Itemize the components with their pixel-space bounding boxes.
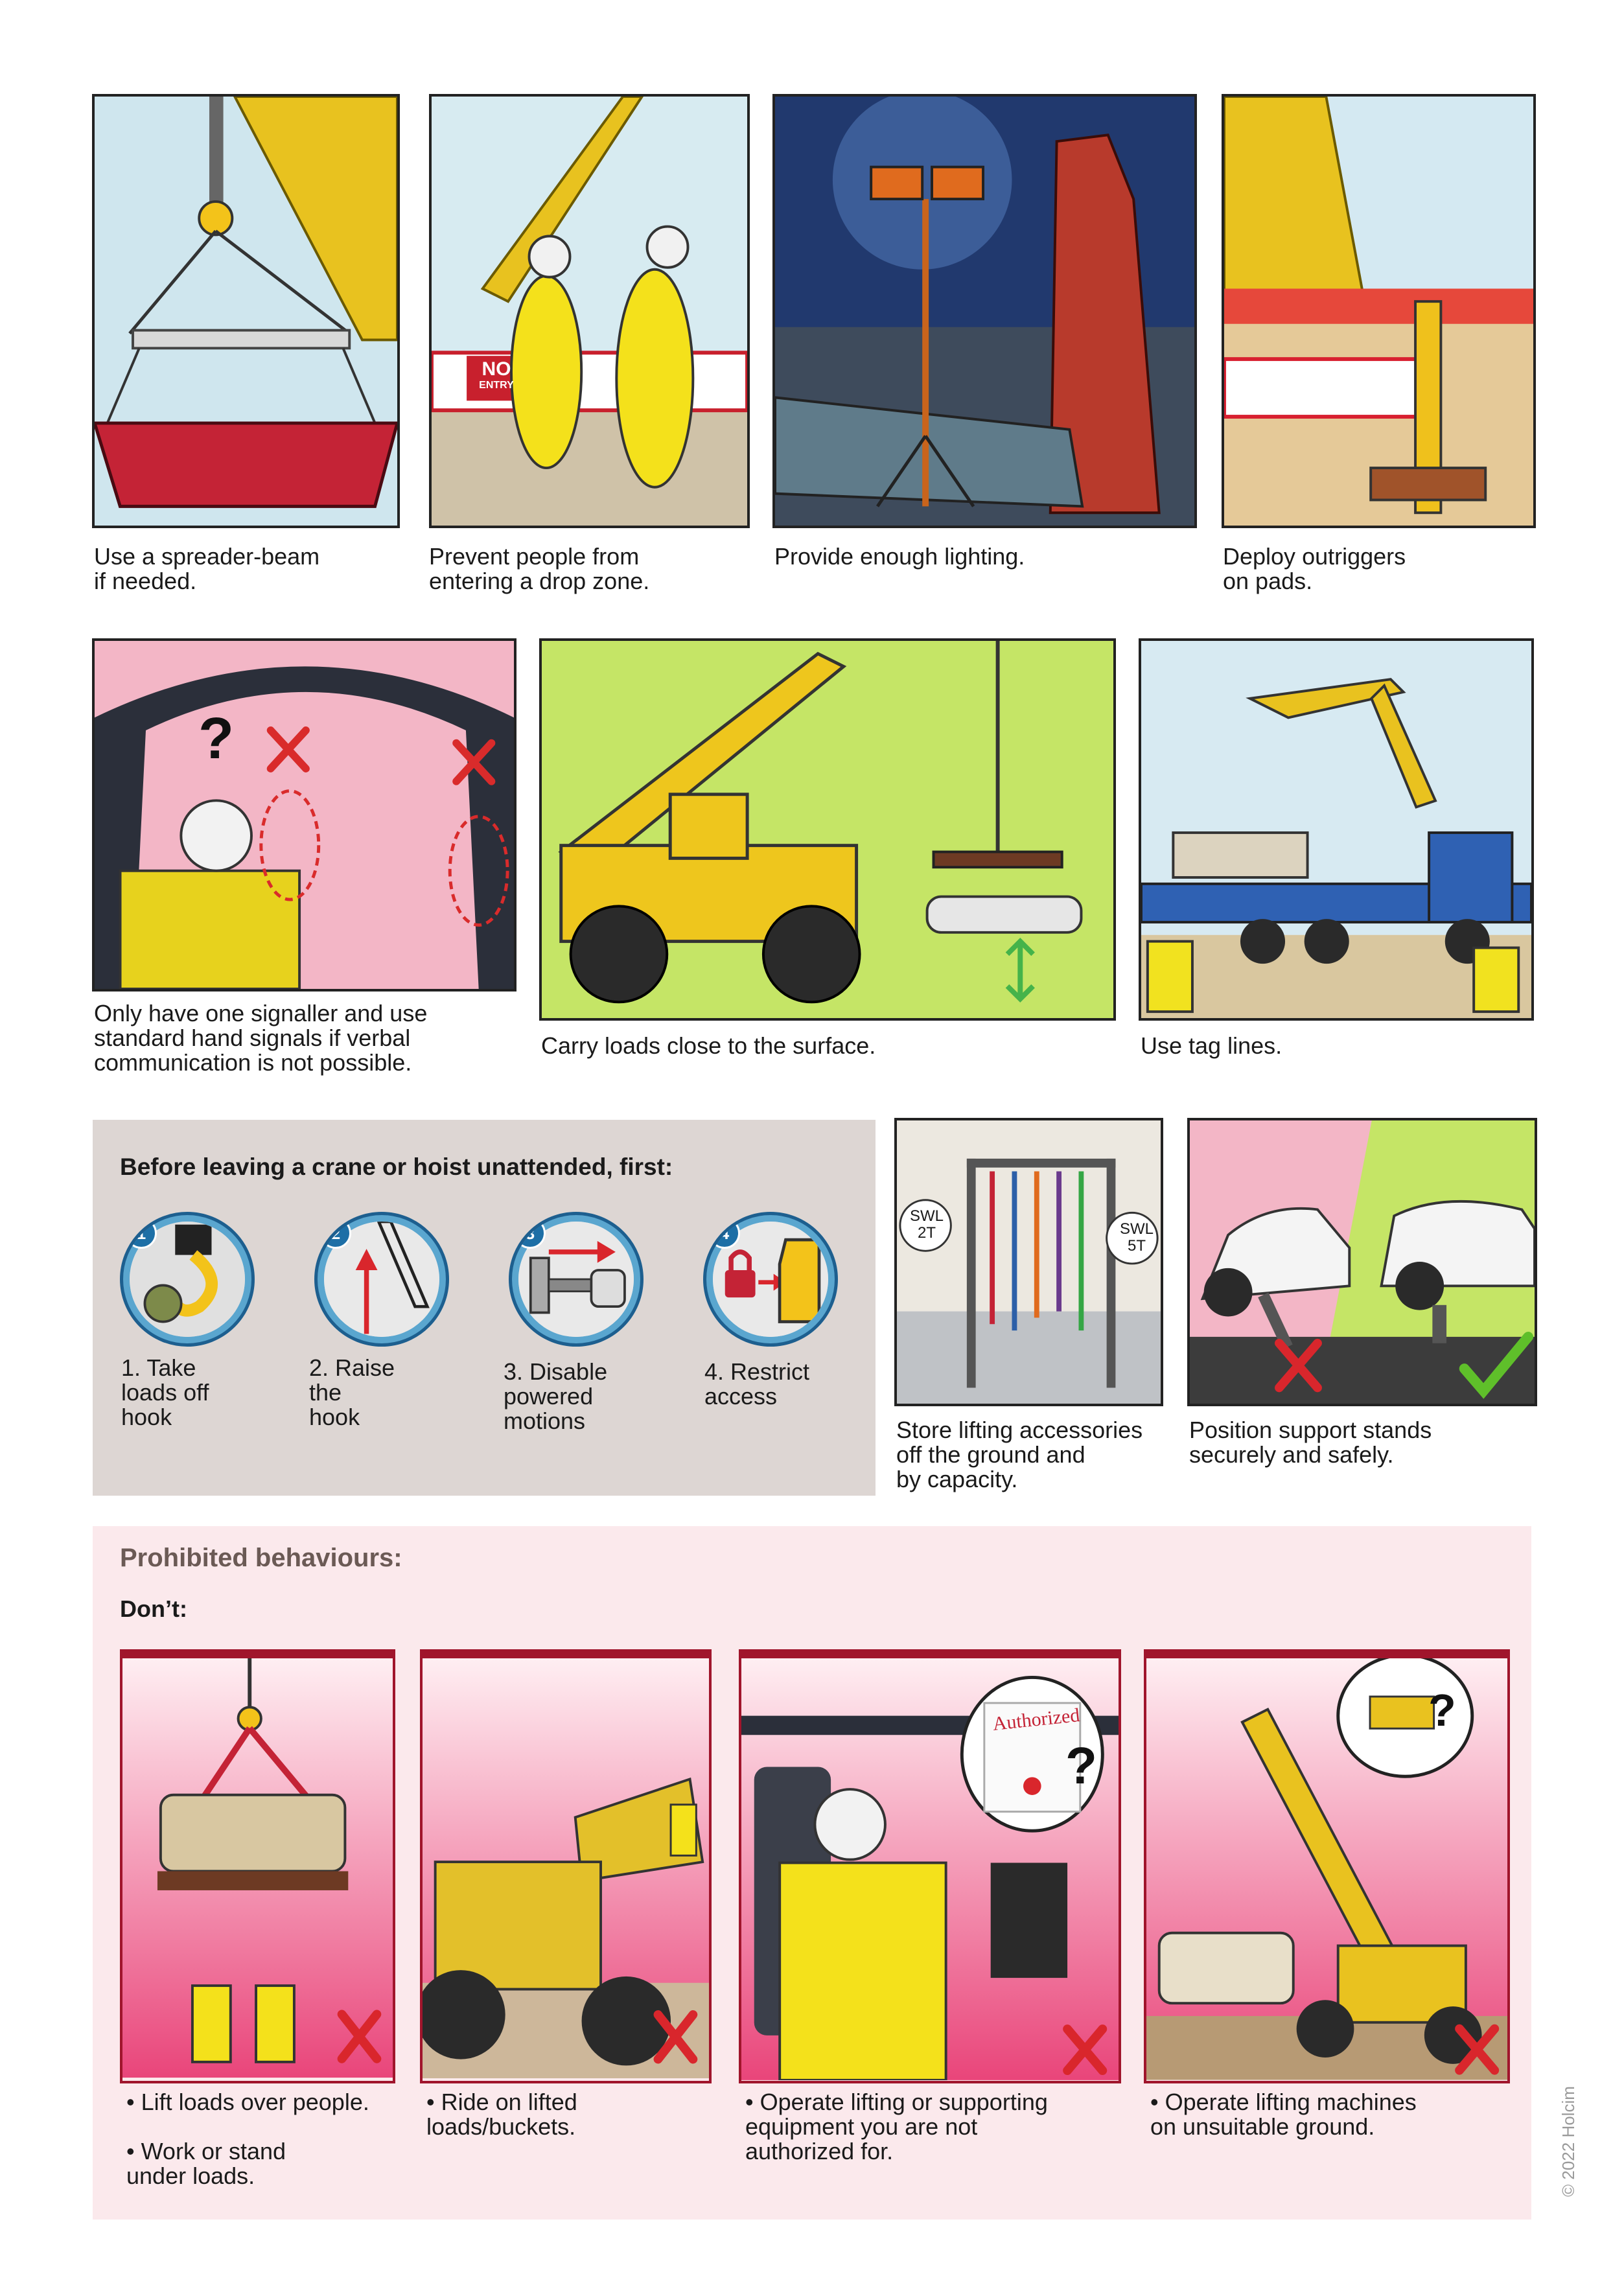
caption-drop-zone: Prevent people from entering a drop zone. <box>429 543 650 594</box>
step-take-loads-off-hook <box>120 1212 255 1347</box>
step-label-2: 2. Raise the hook <box>309 1354 395 1430</box>
caption-outriggers: Deploy outriggers on pads. <box>1223 543 1406 594</box>
step-number-2: 2 <box>320 1218 351 1249</box>
question-mark: ? <box>198 706 234 771</box>
step-number-4: 4 <box>709 1218 740 1249</box>
swl-5t-label: SWL 5T <box>1120 1220 1154 1255</box>
step-number-1: 1 <box>126 1218 157 1249</box>
step-raise-hook <box>314 1212 449 1347</box>
accessory-storage-panel <box>894 1118 1163 1406</box>
question-mark: ? <box>1428 1685 1456 1735</box>
caption-tag-lines: Use tag lines. <box>1141 1032 1282 1059</box>
bullets-lift-over-people: • Lift loads over people. • Work or stand under loads. <box>126 2089 369 2189</box>
outriggers-panel <box>1222 94 1536 528</box>
signaller-panel <box>92 638 516 991</box>
support-stands-panel <box>1187 1118 1537 1406</box>
spreader-beam-panel <box>92 94 400 528</box>
copyright-text: © 2022 Holcim <box>1559 2086 1578 2197</box>
prohibited-title: Prohibited behaviours: <box>120 1544 402 1572</box>
caption-spreader-beam: Use a spreader-beam if needed. <box>94 543 320 594</box>
step-label-4: 4. Restrict access <box>704 1358 810 1409</box>
lighting-panel <box>772 94 1197 528</box>
no-entry-sign: NO ENTRY <box>479 358 514 391</box>
step-disable-powered-motions <box>509 1212 644 1347</box>
bullets-ride-loads: • Ride on lifted loads/buckets. <box>426 2089 577 2140</box>
certificate-title: Authorized <box>992 1704 1081 1735</box>
before-leaving-title: Before leaving a crane or hoist unattended, first: <box>120 1154 673 1180</box>
swl-2t-label: SWL 2T <box>910 1207 944 1242</box>
step-restrict-access <box>703 1212 838 1347</box>
dont-label: Don’t: <box>120 1595 187 1622</box>
drop-zone-panel <box>429 94 750 528</box>
step-number-3: 3 <box>515 1218 546 1249</box>
bullets-unsuitable-ground: • Operate lifting machines on unsuitable ground. <box>1150 2089 1417 2140</box>
bullets-unauthorized: • Operate lifting or supporting equipment you are not authorized for. <box>745 2089 1048 2164</box>
dont-unsuitable-ground-panel <box>1144 1649 1510 2083</box>
caption-storage: Store lifting accessories off the ground and by capacity. <box>896 1417 1143 1492</box>
carry-loads-panel <box>539 638 1116 1021</box>
tag-lines-panel <box>1139 638 1534 1021</box>
dont-unauthorized-panel <box>739 1649 1121 2083</box>
caption-lighting: Provide enough lighting. <box>774 543 1025 570</box>
dont-lift-over-people-panel <box>120 1649 395 2083</box>
step-label-1: 1. Take loads off hook <box>121 1354 209 1430</box>
caption-signaller: Only have one signaller and use standard hand signals if verbal communication is not possible. <box>94 1000 428 1076</box>
dont-ride-loads-panel <box>420 1649 712 2083</box>
question-mark: ? <box>1065 1737 1097 1794</box>
caption-carry-loads: Carry loads close to the surface. <box>541 1032 876 1059</box>
caption-support-stands: Position support stands securely and safely. <box>1189 1417 1432 1468</box>
step-label-3: 3. Disable powered motions <box>504 1358 608 1434</box>
